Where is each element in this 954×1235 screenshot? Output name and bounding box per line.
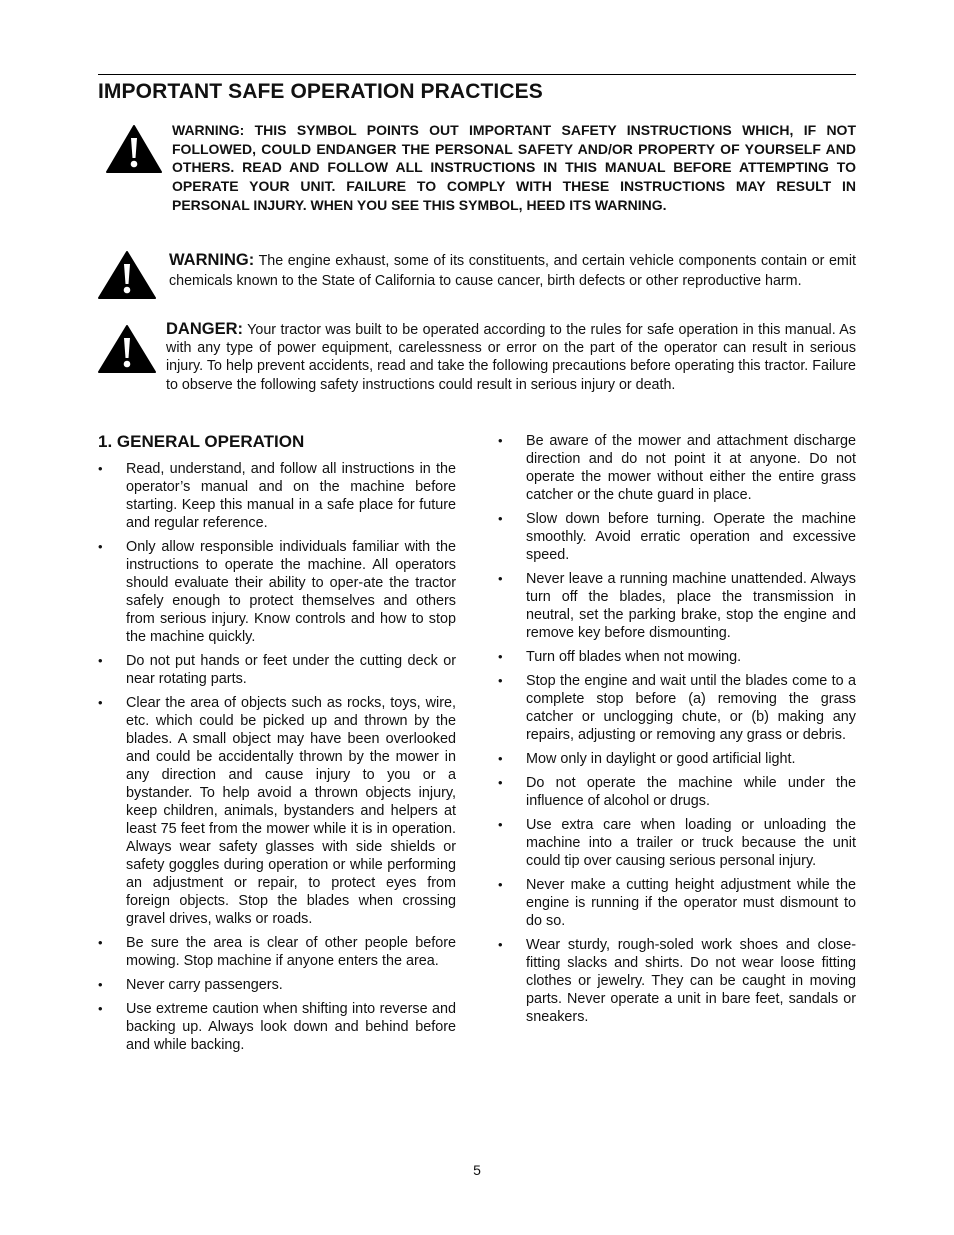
list-item: • Use extra care when loading or unloading the machine into a trailer or truck because the unit could tip over causing serious personal injury. — [498, 817, 856, 869]
bullet-icon: • — [98, 461, 103, 476]
california-warning-notice — [169, 250, 856, 291]
bullet-icon: • — [498, 775, 503, 790]
left-bullet-list — [98, 460, 456, 1060]
bullet-icon: • — [98, 977, 103, 992]
danger-label: DANGER: — [166, 320, 243, 338]
list-item: • Do not put hands or feet under the cutting deck or near rotating parts. — [98, 653, 456, 687]
page-title: IMPORTANT SAFE OPERATION PRACTICES — [98, 80, 543, 103]
bullet-icon: • — [98, 653, 103, 668]
safety-symbol-notice: WARNING: THIS SYMBOL POINTS OUT IMPORTANT SAFETY INSTRUCTIONS WHICH, IF NOT FOLLOWED, COULD ENDANGER THE PERSONAL SAFETY AND/OR PROPERTY OF YOURSELF AND OTHERS. READ AND FOLLOW ALL INSTRUCTIONS IN THIS MANUAL BEFORE ATTEMPTING TO OPERATE YOUR UNIT. FAILURE TO COMPLY WITH THESE INSTRUCTIONS MAY RESULT IN PERSONAL INJURY. WHEN YOU SEE THIS SYMBOL, HEED ITS WARNING. — [172, 122, 856, 213]
header-rule — [98, 74, 856, 75]
list-item: • Use extreme caution when shifting into reverse and backing up. Always look down and behind before and while backing. — [98, 1001, 456, 1053]
bullet-icon: • — [498, 817, 503, 832]
bullet-icon: • — [98, 935, 103, 950]
danger-notice — [166, 320, 856, 394]
list-item: • Never leave a running machine unattended. Always turn off the blades, place the transmission in neutral, set the parking brake, stop the engine and remove key before dismounting. — [498, 571, 856, 641]
bullet-icon: • — [498, 877, 503, 892]
list-item: • Read, understand, and follow all instructions in the operator’s manual and on the machine before starting. Keep this manual in a safe place for future and regular reference. — [98, 461, 456, 531]
list-item: • Mow only in daylight or good artificial light. — [498, 751, 796, 767]
bullet-icon: • — [98, 539, 103, 554]
section-heading: 1. GENERAL OPERATION — [98, 432, 305, 451]
list-item: • Turn off blades when not mowing. — [498, 649, 742, 665]
warning-text: The engine exhaust, some of its constituents, and certain vehicle components contain or emit chemicals known to the State of California to cause cancer, birth defects or other reproductive harm. — [169, 253, 856, 289]
right-bullet-list — [498, 432, 856, 1032]
warning-triangle-icon — [98, 250, 156, 300]
bullet-icon: • — [498, 751, 503, 766]
danger-text: Your tractor was built to be operated according to the rules for safe operation in this manual. As with any type of power equipment, carelessness or error on the part of the operator can result in serious injury. To help prevent accidents, read and take the following precautions before operating this tractor. Failure to observe the following safety instructions could result in serious injury or death. — [166, 322, 856, 393]
warning-triangle-icon — [98, 324, 156, 374]
list-item: • Only allow responsible individuals familiar with the instructions to operate the machine. All operators should evaluate their ability to oper-ate the tractor safely enough to protect themselves and others from serious injury. Know controls and how to stop the machine quickly. — [98, 539, 456, 645]
bullet-icon: • — [498, 571, 503, 586]
bullet-icon: • — [98, 695, 103, 710]
warning-triangle-icon — [106, 124, 162, 174]
list-item: • Wear sturdy, rough-soled work shoes and close-fitting slacks and shirts. Do not wear loose fitting clothes or jewelry. They can be caught in moving parts. Never operate a unit in bare feet, sandals or sneakers. — [498, 937, 856, 1025]
bullet-icon: • — [98, 1001, 103, 1016]
bullet-icon: • — [498, 673, 503, 688]
list-item: • Do not operate the machine while under the influence of alcohol or drugs. — [498, 775, 856, 809]
bullet-icon: • — [498, 511, 503, 526]
bullet-icon: • — [498, 649, 503, 664]
page-number: 5 — [473, 1162, 481, 1178]
list-item: • Slow down before turning. Operate the machine smoothly. Avoid erratic operation and excessive speed. — [498, 511, 856, 563]
bullet-icon: • — [498, 937, 503, 952]
bullet-icon: • — [498, 433, 503, 448]
list-item: • Clear the area of objects such as rocks, toys, wire, etc. which could be picked up and thrown by the blades. A small object may have been overlooked and could be accidentally thrown by the mower in any direction and cause injury to you or a bystander. To help avoid a thrown objects injury, keep children, animals, bystanders and helpers at least 75 feet from the mower while it is in operation. Always wear safety glasses with side shields or safety goggles during operation or while performing an adjustment or repair, to protect eyes from foreign objects. Stop the blades when crossing gravel drives, walks or roads. — [98, 695, 456, 927]
list-item: • Never make a cutting height adjustment while the engine is running if the operator must dismount to do so. — [498, 877, 856, 929]
list-item: • Be sure the area is clear of other people before mowing. Stop machine if anyone enters the area. — [98, 935, 456, 969]
list-item: • Never carry passengers. — [98, 977, 283, 993]
list-item: • Stop the engine and wait until the blades come to a complete stop before (a) removing the grass catcher or unclogging chute, or (b) making any repairs, adjusting or removing any grass or debris. — [498, 673, 856, 743]
list-item: • Be aware of the mower and attachment discharge direction and do not point it at anyone. Do not operate the mower without either the entire grass catcher or the chute guard in place. — [498, 433, 856, 503]
warning-label: WARNING: — [169, 251, 255, 269]
